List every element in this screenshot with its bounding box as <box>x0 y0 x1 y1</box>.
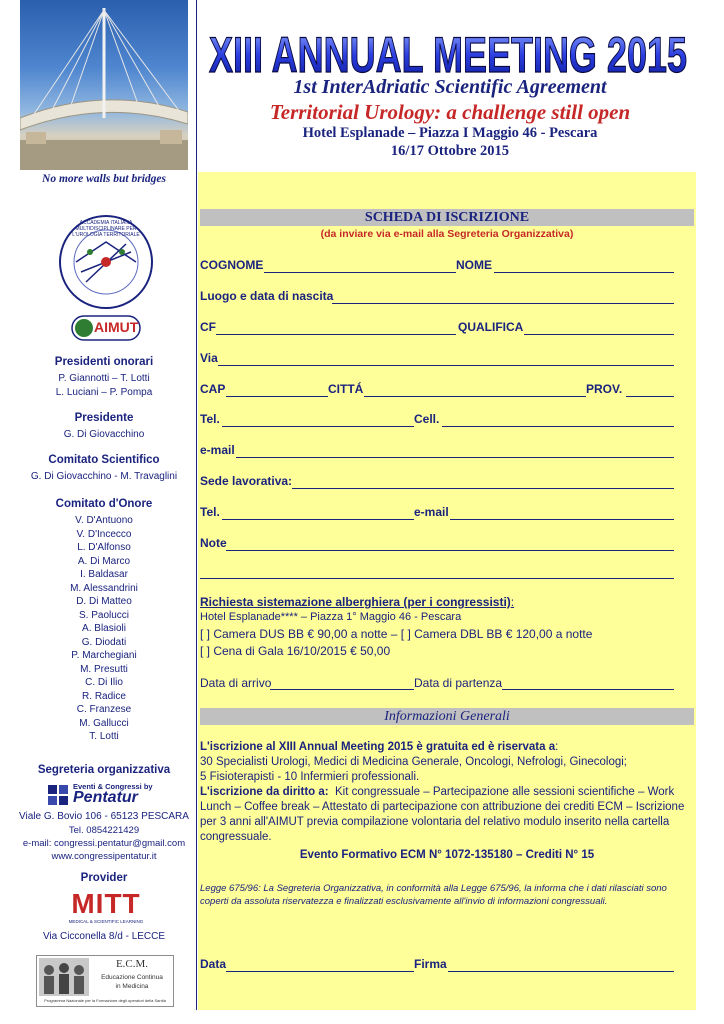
ecm-line1: Educazione Continua <box>101 974 163 981</box>
nome-label: NOME <box>456 258 492 272</box>
firma-field[interactable] <box>448 959 674 972</box>
arrivo-field[interactable] <box>270 677 414 690</box>
bridge-photo <box>20 0 188 170</box>
event-title <box>204 22 692 82</box>
motto: No more walls but bridges <box>42 173 166 185</box>
presidenti-onorari-line: P. Giannotti – T. Lotti <box>58 373 150 384</box>
note-field[interactable] <box>226 538 674 551</box>
pentatur-brand: Pentatur <box>73 789 138 806</box>
provider-address: Via Cicconella 8/d - LECCE <box>42 931 166 942</box>
via-field[interactable] <box>218 353 674 366</box>
qualifica-label: QUALIFICA <box>458 320 524 334</box>
sede-label: Sede lavorativa: <box>200 474 293 488</box>
info-diritto-text2: Lunch – Coffee break – Attestato di partecipazione con attribuzione dei crediti ECM – Iscrizione <box>200 801 685 813</box>
member: S. Paolucci <box>78 609 130 621</box>
partenza-label: Data di partenza <box>414 676 503 690</box>
mitt-brand: MITT <box>71 888 141 919</box>
cf-field[interactable] <box>216 322 456 335</box>
tel-field[interactable] <box>222 414 414 427</box>
presidenti-onorari-heading: Presidenti onorari <box>54 356 154 368</box>
member: V. D'Incecco <box>76 528 132 540</box>
member: M. Presutti <box>80 663 128 675</box>
cognome-field[interactable] <box>264 260 456 273</box>
mitt-logo <box>62 888 150 928</box>
event-subtitle: 1st InterAdriatic Scientific Agreement <box>293 76 607 98</box>
segreteria-address: Viale G. Bovio 106 - 65123 PESCARA <box>19 811 189 822</box>
tel2-label: Tel. <box>200 505 220 519</box>
tel-label: Tel. <box>200 412 220 426</box>
info-diritto-text3: per 3 anni all'AIMUT previa compilazione volontaria del relativo modulo inserito nella cartella <box>200 816 670 828</box>
info-diritto-text4: congressuale. <box>200 831 272 843</box>
email2-label: e-mail <box>414 505 449 519</box>
member: T. Lotti <box>89 731 119 742</box>
data-field[interactable] <box>226 959 414 972</box>
hotel-heading-text: Richiesta sistemazione alberghiera (per i congressisti) <box>200 595 511 609</box>
member: C. Di Ilio <box>85 677 123 688</box>
segreteria-heading: Segreteria organizzativa <box>37 764 171 776</box>
tel2-field[interactable] <box>222 507 414 520</box>
member: G. Diodati <box>81 636 127 648</box>
segreteria-email[interactable]: e-mail: congressi.pentatur@gmail.com <box>22 838 186 849</box>
info-diritto-text1: Kit congressuale – Partecipazione alle sessioni scientifiche – Work <box>335 786 675 798</box>
info-diritto <box>200 786 674 798</box>
info-intro <box>200 741 558 753</box>
comitato-onore-list <box>4 514 204 744</box>
comitato-scientifico-names: G. Di Giovacchino - M. Travaglini <box>30 471 178 482</box>
mitt-subtitle: MEDICAL & SCIENTIFIC LEARNING <box>68 919 144 924</box>
email-field[interactable] <box>236 445 674 458</box>
hotel-heading-colon: : <box>510 595 515 609</box>
via-label: Via <box>200 351 218 365</box>
cell-label: Cell. <box>414 412 440 426</box>
hotel-line1: Hotel Esplanade**** – Piazza 1° Maggio 46 - Pescara <box>200 611 462 623</box>
member: P. Marchegiani <box>71 650 137 661</box>
data-label: Data <box>200 957 227 971</box>
note-label: Note <box>200 536 227 550</box>
cf-label: CF <box>200 320 216 334</box>
member: L. D'Alfonso <box>77 542 131 553</box>
email2-field[interactable] <box>450 507 674 520</box>
people-icon <box>39 958 89 996</box>
presidenti-onorari-line: L. Luciani – P. Pompa <box>55 387 153 398</box>
bridge-illustration <box>20 0 188 170</box>
provider-heading: Provider <box>80 872 128 884</box>
comitato-scientifico-heading: Comitato Scientifico <box>48 454 160 466</box>
email-label: e-mail <box>200 443 235 457</box>
member: I. Baldasar <box>80 569 128 580</box>
hotel-room-options[interactable]: [ ] Camera DUS BB € 90,00 a notte – [ ] Camera DBL BB € 120,00 a notte <box>200 627 593 641</box>
member: M. Gallucci <box>79 717 129 729</box>
member: M. Alessandrini <box>70 582 138 594</box>
presidente-heading: Presidente <box>74 412 134 424</box>
pentatur-tagline: Eventi & Congressi by <box>73 782 153 791</box>
member: R. Radice <box>82 690 126 702</box>
form-subtitle: (da inviare via e-mail alla Segreteria Organizzativa) <box>320 228 574 240</box>
aimut-logo-text: AIMUT <box>94 319 139 335</box>
info-intro-colon: : <box>555 741 559 753</box>
citta-label: CITTÁ <box>328 382 364 396</box>
cap-label: CAP <box>200 382 226 396</box>
cap-field[interactable] <box>226 384 328 397</box>
ecm-footer: Programma Nazionale per la Formazione degli operatori della Sanità <box>44 998 166 1003</box>
aimut-logo <box>56 212 156 344</box>
ecm-logo <box>36 955 174 1007</box>
hotel-gala-option[interactable]: [ ] Cena di Gala 16/10/2015 € 50,00 <box>200 644 391 658</box>
event-dates: 16/17 Ottobre 2015 <box>390 143 510 159</box>
arrivo-label: Data di arrivo <box>200 676 272 690</box>
info-audience2: 5 Fisioterapisti - 10 Infermieri professionali. <box>200 771 420 783</box>
member: A. Di Marco <box>77 555 131 567</box>
event-venue: Hotel Esplanade – Piazza I Maggio 46 - Pescara <box>302 125 598 141</box>
event-theme: Territorial Urology: a challenge still open <box>269 100 631 124</box>
partenza-field[interactable] <box>502 677 674 690</box>
qualifica-field[interactable] <box>524 322 674 335</box>
hotel-heading <box>200 595 514 609</box>
pentatur-logo <box>47 782 167 808</box>
member: V. D'Antuono <box>75 515 133 526</box>
firma-label: Firma <box>414 957 447 971</box>
cell-field[interactable] <box>442 414 674 427</box>
sede-field[interactable] <box>292 476 674 489</box>
ecm-title: E.C.M. <box>115 958 149 970</box>
luogo-field[interactable] <box>332 291 674 304</box>
presidente-name: G. Di Giovacchino <box>63 429 145 440</box>
member: D. Di Matteo <box>76 596 132 607</box>
ecm-line2: in Medicina <box>115 983 149 990</box>
privacy-note: Legge 675/96: La Segreteria Organizzativa, in conformità alla Legge 675/96, la informa che i dati rilasciati sono coperti da assoluta riservatezza e finalizzati esclusivamente all'invio di informazioni congressuali. <box>200 883 667 907</box>
info-diritto-label: L'iscrizione da diritto a: <box>200 786 329 798</box>
form-title: SCHEDA DI ISCRIZIONE <box>200 209 694 226</box>
info-audience1: 30 Specialisti Urologi, Medici di Medicina Generale, Oncologi, Nefrologi, Ginecologi; <box>200 756 627 768</box>
info-title: Informazioni Generali <box>200 708 694 725</box>
pentatur-icon <box>47 784 69 806</box>
cognome-label: COGNOME <box>200 258 264 272</box>
event-title-text: XIII ANNUAL MEETING 2015 <box>209 27 687 82</box>
citta-field[interactable] <box>364 384 586 397</box>
comitato-onore-heading: Comitato d'Onore <box>55 498 153 510</box>
prov-label: PROV. <box>586 382 623 396</box>
aimut-ring-text: ACCADEMIA ITALIANA MULTIDISCIPLINARE PER L'UROLOGIA TERRITORIALE <box>72 220 140 238</box>
member: A. Blasioli <box>82 623 126 634</box>
note-field-line2[interactable] <box>200 566 674 579</box>
luogo-label: Luogo e data di nascita <box>200 289 334 303</box>
segreteria-website[interactable]: www.congressipentatur.it <box>51 851 157 862</box>
info-evento: Evento Formativo ECM N° 1072-135180 – Crediti N° 15 <box>299 849 595 861</box>
prov-field[interactable] <box>626 384 674 397</box>
info-intro-text: L'iscrizione al XIII Annual Meeting 2015 è gratuita ed è riservata a <box>200 741 556 753</box>
member: C. Franzese <box>76 704 132 715</box>
segreteria-tel: Tel. 0854221429 <box>68 825 140 836</box>
nome-field[interactable] <box>494 260 674 273</box>
